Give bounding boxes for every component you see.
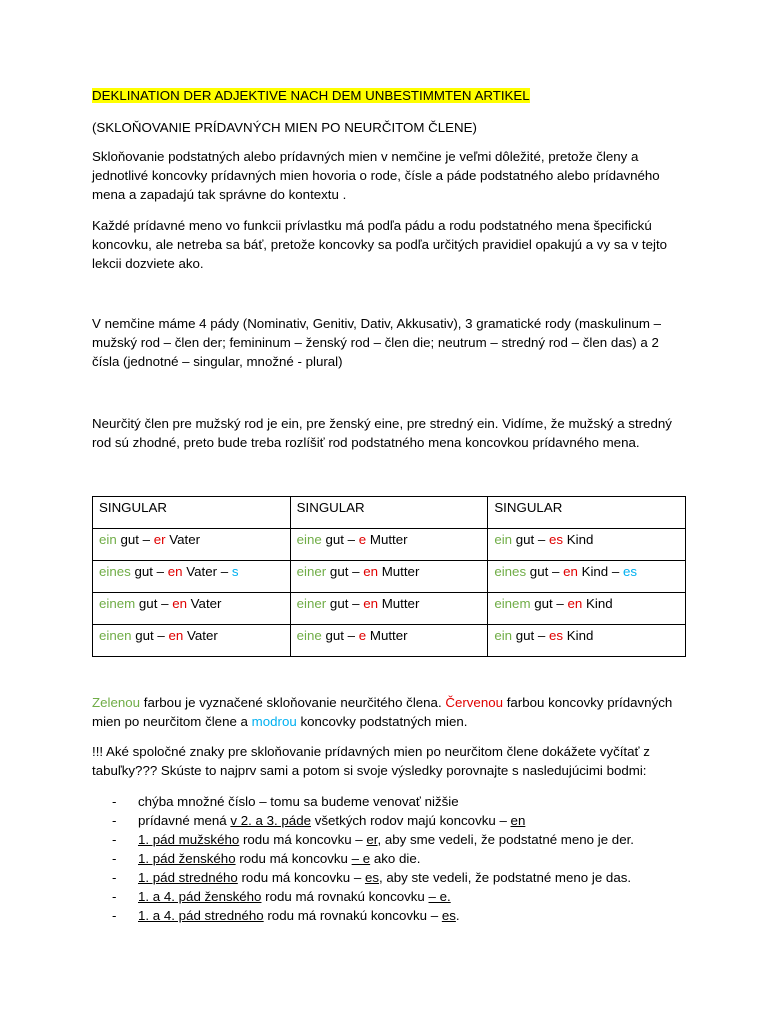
table-cell	[290, 529, 488, 561]
noun-text: Mutter	[378, 564, 420, 579]
list-item	[112, 830, 672, 849]
article-text: ein	[494, 532, 513, 547]
adjective-text: gut –	[530, 596, 568, 611]
noun-text: Kind	[563, 628, 594, 643]
paragraph-intro: Skloňovanie podstatných alebo prídavných mien v nemčine je veľmi dôležité, pretože členy a jednotlivé koncovky prídavných mien hovoria o rode, čísle a páde podstatného alebo prídavného mena a zapadajú tak správne do kontextu .	[92, 149, 660, 202]
table-row	[93, 593, 686, 625]
list-text: rodu má rovnakú koncovku	[261, 889, 429, 904]
adjective-text: gut –	[131, 628, 169, 643]
table-header-row	[93, 497, 686, 529]
table-cell	[488, 625, 686, 657]
color-legend	[92, 693, 682, 731]
summary-list	[112, 792, 672, 925]
noun-text: Kind	[563, 532, 594, 547]
table-cell	[290, 561, 488, 593]
noun-text: Kind	[582, 596, 613, 611]
table-header-cell: SINGULAR	[488, 497, 686, 529]
bullet-dash: -	[112, 870, 117, 885]
legend-blue-word: modrou	[251, 714, 297, 729]
list-underlined-text: v 2. a 3. páde	[230, 813, 311, 828]
adjective-ending: es	[549, 628, 564, 643]
adjective-ending: en	[172, 596, 187, 611]
adjective-ending: en	[167, 564, 183, 579]
adjective-ending: en	[567, 596, 583, 611]
list-underlined-text: 1. a 4. pád ženského	[138, 889, 262, 904]
list-underlined-text: 1. pád mužského	[138, 832, 240, 847]
bullet-dash: -	[112, 889, 117, 904]
adjective-ending: en	[363, 564, 378, 579]
list-item	[112, 887, 672, 906]
table-cell	[93, 593, 291, 625]
article-text: eines	[99, 564, 131, 579]
adjective-text: gut –	[321, 628, 359, 643]
adjective-text: gut –	[512, 532, 550, 547]
adjective-text: gut –	[130, 564, 168, 579]
adjective-text: gut –	[526, 564, 564, 579]
table-cell	[488, 561, 686, 593]
list-text: .	[455, 908, 460, 923]
legend-text: koncovky podstatných mien.	[296, 714, 468, 729]
list-underlined-text: en	[510, 813, 526, 828]
adjective-text: gut –	[321, 532, 359, 547]
list-underlined-text: – e	[351, 851, 371, 866]
noun-text: Mutter	[366, 628, 408, 643]
bullet-dash: -	[112, 813, 117, 828]
list-item	[112, 792, 672, 811]
noun-text: Mutter	[366, 532, 408, 547]
noun-ending: es	[622, 564, 638, 579]
noun-text: Vater	[165, 532, 201, 547]
list-item	[112, 811, 672, 830]
adjective-ending: en	[563, 564, 578, 579]
bullet-dash: -	[112, 832, 117, 847]
adjective-ending: es	[549, 532, 564, 547]
list-item	[112, 868, 672, 887]
paragraph-cases: V nemčine máme 4 pády (Nominativ, Genitiv, Dativ, Akkusativ), 3 gramatické rody (maskulinum – mužský rod – člen der; femininum – ženský rod – člen die; neutrum – stredný rod – člen das) a 2 čísla (jednotné – singular, množné - plural)	[92, 316, 662, 369]
paragraph-article: Neurčitý člen pre mužský rod je ein, pre ženský eine, pre stredný ein. Vidíme, že mužský a stredný rod sú zhodné, preto bude treba rozlíšiť rod podstatného mena koncovkou prídavného mena.	[92, 416, 672, 450]
legend-text: farbou je vyznačené skloňovanie neurčitého člena.	[140, 695, 446, 710]
list-underlined-text: 1. pád ženského	[138, 851, 236, 866]
table-cell	[93, 561, 291, 593]
adjective-ending: en	[363, 596, 378, 611]
document-title-line	[92, 86, 530, 105]
noun-ending: s	[231, 564, 239, 579]
table-cell	[488, 529, 686, 561]
adjective-ending: e	[358, 532, 367, 547]
list-text: prídavné mená	[138, 813, 231, 828]
table-row	[93, 561, 686, 593]
article-text: eine	[296, 532, 322, 547]
paragraph-endings: Každé prídavné meno vo funkcii prívlastku má podľa pádu a rodu podstatného mena špecifickú koncovku, ale netreba sa báť, pretože koncovky sa podľa určitých pravidiel opakujú a vy sa v tejto lekcii dozviete ako.	[92, 218, 668, 271]
bullet-dash: -	[112, 908, 117, 923]
bullet-dash: -	[112, 851, 117, 866]
list-item	[112, 849, 672, 868]
adjective-text: gut –	[512, 628, 550, 643]
list-underlined-text: er	[366, 832, 378, 847]
legend-text: farbou koncovky prídavných mien po neurčitom člene a	[92, 695, 673, 729]
table-row	[93, 625, 686, 657]
table-cell	[290, 593, 488, 625]
article-text: einer	[296, 564, 327, 579]
table-header-cell: SINGULAR	[290, 497, 488, 529]
list-text: rodu má koncovku –	[239, 832, 367, 847]
list-underlined-text: – e.	[428, 889, 451, 904]
adjective-ending: er	[153, 532, 166, 547]
article-text: einem	[99, 596, 136, 611]
noun-text: Kind –	[577, 564, 623, 579]
bullet-dash: -	[112, 794, 117, 809]
document-subtitle: (SKLOŇOVANIE PRÍDAVNÝCH MIEN PO NEURČITOM ČLENE)	[92, 120, 477, 135]
table-cell	[290, 625, 488, 657]
article-text: einen	[99, 628, 132, 643]
article-text: ein	[99, 532, 117, 547]
table-row	[93, 529, 686, 561]
list-text: všetkých rodov majú koncovku –	[311, 813, 511, 828]
adjective-text: gut –	[135, 596, 173, 611]
list-item	[112, 906, 672, 925]
list-text: ako die.	[370, 851, 421, 866]
table-cell	[93, 529, 291, 561]
list-underlined-text: 1. pád stredného	[138, 870, 238, 885]
adjective-text: gut –	[326, 564, 364, 579]
list-underlined-text: es	[441, 908, 456, 923]
list-underlined-text: es	[364, 870, 379, 885]
table-header-cell: SINGULAR	[93, 497, 291, 529]
list-underlined-text: 1. a 4. pád stredného	[138, 908, 264, 923]
legend-red-word: Červenou	[445, 695, 504, 710]
article-text: ein	[494, 628, 513, 643]
list-text: , aby sme vedeli, že podstatné meno je der.	[377, 832, 634, 847]
list-text: , aby ste vedeli, že podstatné meno je das.	[379, 870, 632, 885]
noun-text: Mutter	[378, 596, 420, 611]
list-text: rodu má rovnakú koncovku –	[263, 908, 442, 923]
document-title: DEKLINATION DER ADJEKTIVE NACH DEM UNBESTIMMTEN ARTIKEL	[92, 88, 530, 103]
noun-text: Vater	[186, 596, 222, 611]
article-text: einem	[494, 596, 531, 611]
question-paragraph: !!! Aké spoločné znaky pre skloňovanie prídavných mien po neurčitom člene dokážete vyčítať z tabuľky??? Skúste to najprv sami a potom si svoje výsledky porovnajte s nasledujúcimi bodmi:	[92, 744, 650, 778]
list-text: rodu má koncovku –	[237, 870, 365, 885]
legend-green-word: Zelenou	[92, 695, 141, 710]
adjective-ending: e	[358, 628, 367, 643]
adjective-text: gut –	[116, 532, 154, 547]
article-text: eines	[494, 564, 527, 579]
adjective-text: gut –	[326, 596, 364, 611]
article-text: eine	[296, 628, 322, 643]
list-text: rodu má koncovku	[235, 851, 352, 866]
article-text: einer	[296, 596, 327, 611]
list-text: chýba množné číslo – tomu sa budeme venovať nižšie	[138, 794, 459, 809]
declension-table	[92, 496, 686, 657]
noun-text: Vater –	[182, 564, 232, 579]
adjective-ending: en	[168, 628, 184, 643]
noun-text: Vater	[183, 628, 218, 643]
table-cell	[93, 625, 291, 657]
table-cell	[488, 593, 686, 625]
